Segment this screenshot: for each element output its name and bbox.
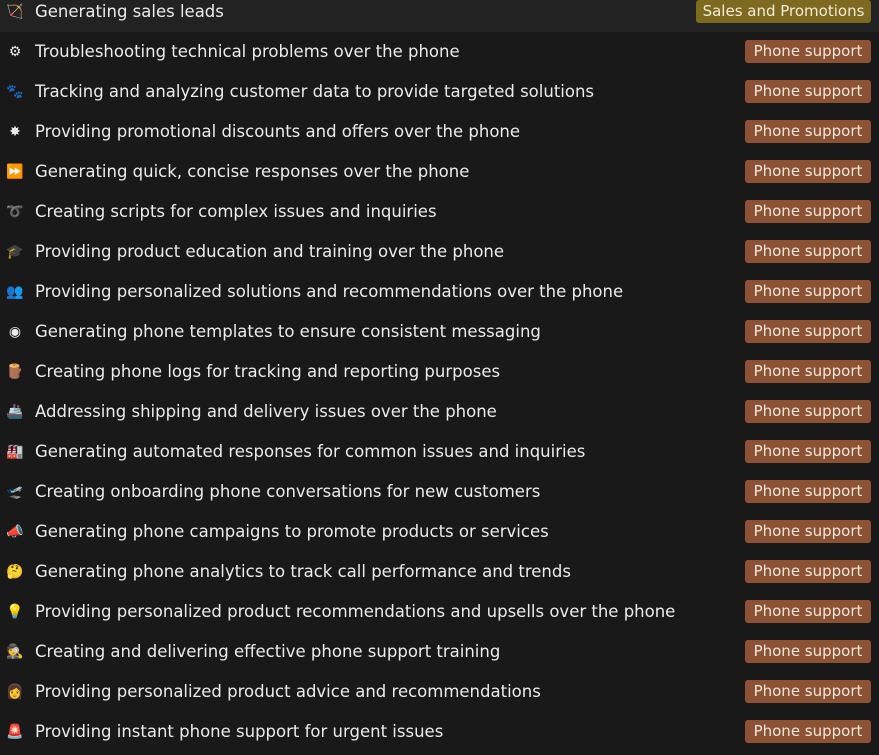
list-item-title: Troubleshooting technical problems over the phone <box>35 42 460 61</box>
factory-icon: 🏭 <box>6 444 24 460</box>
tag-phone-support[interactable]: Phone support <box>745 520 871 543</box>
list-item[interactable] <box>0 672 879 712</box>
list-item-title: Providing instant phone support for urgent issues <box>35 722 444 741</box>
list-item[interactable] <box>0 272 879 312</box>
tag-phone-support[interactable]: Phone support <box>745 600 871 623</box>
list-item[interactable] <box>0 512 879 552</box>
tag-phone-support[interactable]: Phone support <box>745 120 871 143</box>
list-item-title: Providing product education and training over the phone <box>35 242 505 261</box>
list-item-title: Providing personalized product advice and recommendations <box>35 682 541 701</box>
gear-icon: ⚙ <box>8 44 22 60</box>
list-item[interactable] <box>0 392 879 432</box>
light-bulb-icon: 💡 <box>6 604 24 620</box>
list-item[interactable] <box>0 152 879 192</box>
tag-phone-support[interactable]: Phone support <box>745 200 871 223</box>
list-item-title: Creating scripts for complex issues and inquiries <box>35 202 437 221</box>
list-item-title: Creating onboarding phone conversations for new customers <box>35 482 541 501</box>
list-item[interactable] <box>0 232 879 272</box>
list-item-title: Tracking and analyzing customer data to provide targeted solutions <box>35 82 595 101</box>
list-item[interactable] <box>0 0 879 32</box>
list-item[interactable] <box>0 72 879 112</box>
tag-phone-support[interactable]: Phone support <box>745 240 871 263</box>
tag-phone-support[interactable]: Phone support <box>745 560 871 583</box>
list-item-title: Providing personalized product recommendations and upsells over the phone <box>35 602 676 621</box>
thinking-face-icon: 🤔 <box>6 564 24 580</box>
tag-phone-support[interactable]: Phone support <box>745 400 871 423</box>
tag-phone-support[interactable]: Phone support <box>745 480 871 503</box>
graduation-cap-icon: 🎓 <box>6 244 24 260</box>
tag-phone-support[interactable]: Phone support <box>745 280 871 303</box>
tag-phone-support[interactable]: Phone support <box>745 640 871 663</box>
list-item[interactable] <box>0 192 879 232</box>
tag-phone-support[interactable]: Phone support <box>745 440 871 463</box>
tag-phone-support[interactable]: Phone support <box>745 160 871 183</box>
list-item-title: Generating phone campaigns to promote products or services <box>35 522 549 541</box>
list-item[interactable] <box>0 112 879 152</box>
curly-loop-icon: ➰ <box>6 204 24 220</box>
list-item[interactable] <box>0 352 879 392</box>
sparkle-burst-icon: ✸ <box>9 124 21 140</box>
tag-phone-support[interactable]: Phone support <box>745 720 871 743</box>
list-item-title: Creating and delivering effective phone support training <box>35 642 501 661</box>
fast-forward-icon: ⏩ <box>6 164 24 180</box>
list-item[interactable] <box>0 712 879 752</box>
person-face-icon: 👩 <box>6 684 24 700</box>
airplane-departure-icon: 🛫 <box>6 484 24 500</box>
list-item[interactable] <box>0 592 879 632</box>
tag-sales-and-promotions[interactable]: Sales and Promotions <box>696 0 871 23</box>
tag-phone-support[interactable]: Phone support <box>745 40 871 63</box>
list-item-title: Addressing shipping and delivery issues over the phone <box>35 402 497 421</box>
list-item[interactable] <box>0 472 879 512</box>
list-item[interactable] <box>0 632 879 672</box>
log-wood-icon: 🪵 <box>6 364 24 380</box>
list-item-title: Creating phone logs for tracking and reporting purposes <box>35 362 501 381</box>
list-item[interactable] <box>0 432 879 472</box>
bow-and-arrow-icon: 🏹 <box>6 4 24 20</box>
eye-icon: ◉ <box>8 324 22 340</box>
tag-phone-support[interactable]: Phone support <box>745 80 871 103</box>
list-item-title: Generating automated responses for common issues and inquiries <box>35 442 586 461</box>
list-item[interactable] <box>0 552 879 592</box>
tag-phone-support[interactable]: Phone support <box>745 360 871 383</box>
siren-light-icon: 🚨 <box>6 724 24 740</box>
megaphone-icon: 📣 <box>6 524 24 540</box>
people-silhouette-icon: 👥 <box>6 284 24 300</box>
list-item[interactable] <box>0 312 879 352</box>
list-item-title: Providing promotional discounts and offers over the phone <box>35 122 521 141</box>
detective-icon: 🕵 <box>6 644 24 660</box>
list-item-title: Generating phone templates to ensure consistent messaging <box>35 322 541 341</box>
ship-icon: 🚢 <box>6 404 24 420</box>
list-item-title: Generating phone analytics to track call performance and trends <box>35 562 571 581</box>
paw-prints-icon: 🐾 <box>6 84 24 100</box>
tag-phone-support[interactable]: Phone support <box>745 680 871 703</box>
list-item-title: Generating sales leads <box>35 2 224 21</box>
list-item-title: Providing personalized solutions and recommendations over the phone <box>35 282 624 301</box>
tag-phone-support[interactable]: Phone support <box>745 320 871 343</box>
list-item-title: Generating quick, concise responses over the phone <box>35 162 470 181</box>
list-item[interactable] <box>0 32 879 72</box>
